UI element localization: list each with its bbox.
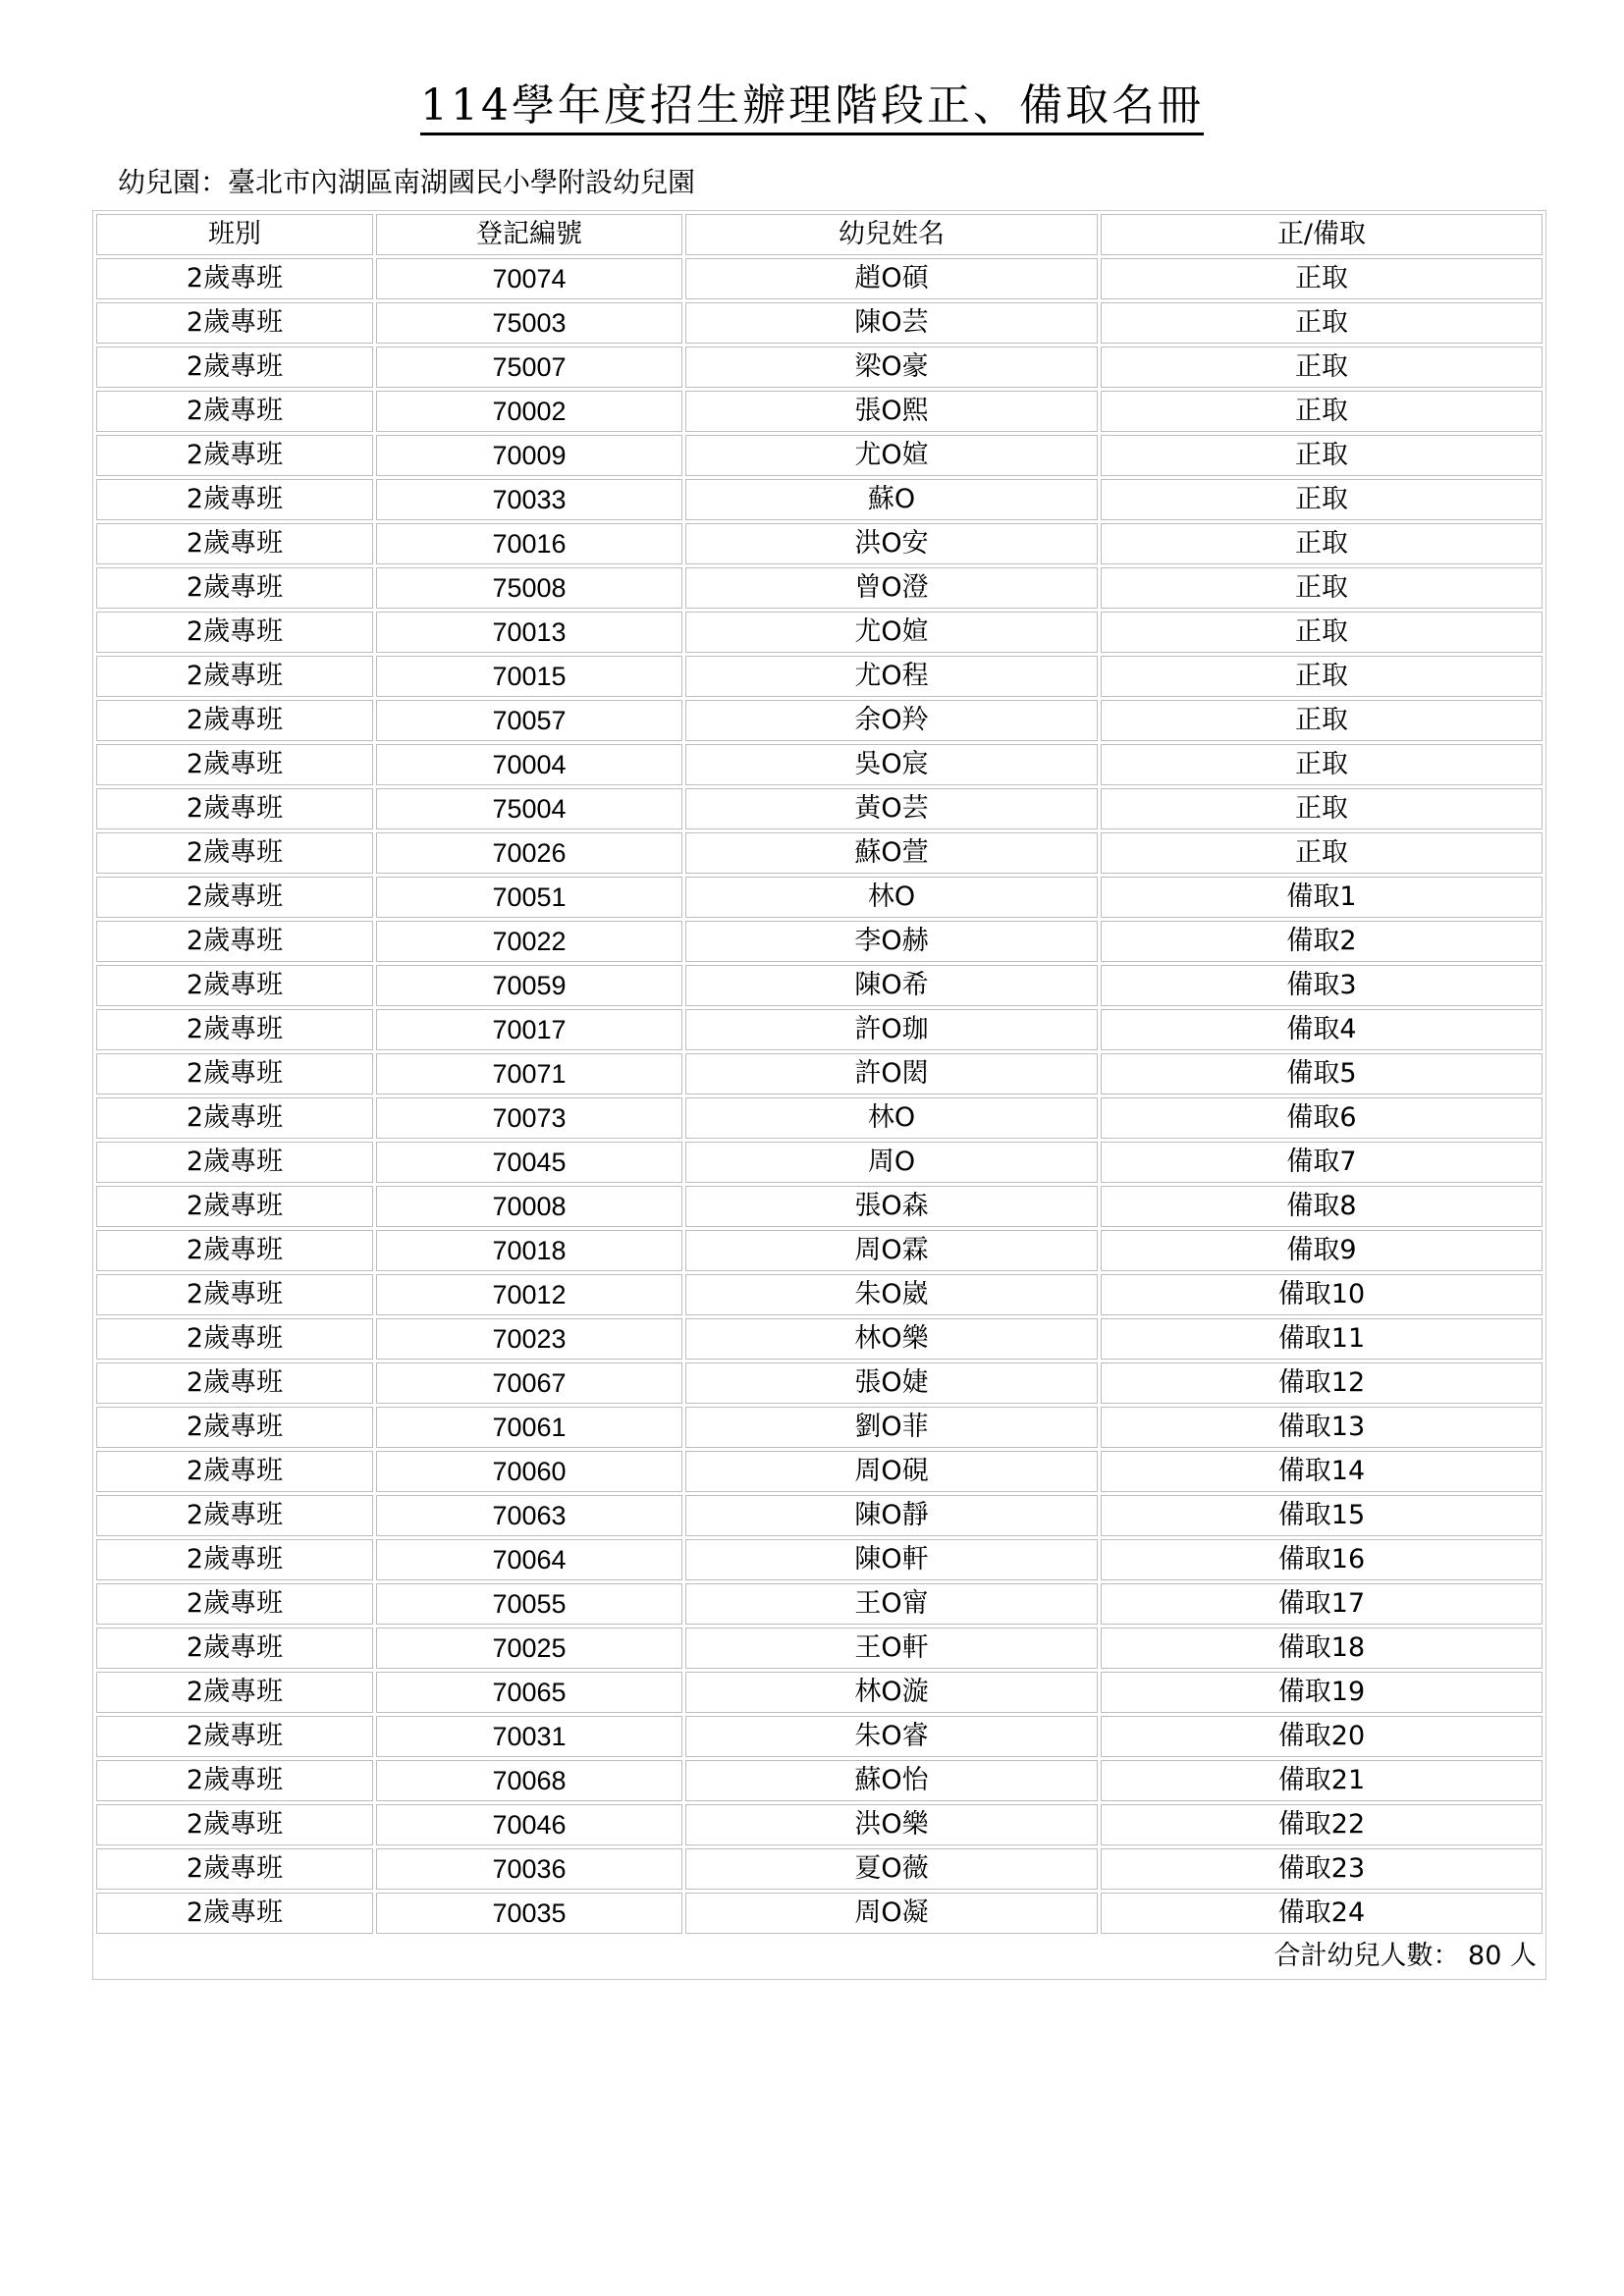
registration-number-cell: 70015 — [376, 656, 682, 697]
header-class: 班別 — [96, 214, 373, 255]
child-name-cell: 梁O豪 — [685, 347, 1098, 388]
child-name-cell: 吳O宸 — [685, 744, 1098, 785]
class-cell: 2歲專班 — [96, 1495, 373, 1536]
kindergarten-name: 幼兒園：臺北市內湖區南湖國民小學附設幼兒園 — [118, 166, 696, 198]
table-row — [96, 1893, 1543, 1934]
registration-number-cell: 70035 — [376, 1893, 682, 1934]
registration-number-cell: 70074 — [376, 258, 682, 299]
child-name-cell: 陳O靜 — [685, 1495, 1098, 1536]
table-row — [96, 921, 1543, 962]
child-name-cell: 洪O樂 — [685, 1804, 1098, 1845]
roster-table — [92, 210, 1546, 1980]
child-name-cell: 周O霖 — [685, 1230, 1098, 1271]
admission-status-cell: 備取5 — [1101, 1053, 1543, 1095]
class-cell: 2歲專班 — [96, 1009, 373, 1050]
table-row — [96, 965, 1543, 1006]
class-cell: 2歲專班 — [96, 1053, 373, 1095]
class-cell: 2歲專班 — [96, 258, 373, 299]
registration-number-cell: 70067 — [376, 1362, 682, 1404]
registration-number-cell: 70064 — [376, 1539, 682, 1580]
table-row — [96, 435, 1543, 476]
admission-status-cell: 備取21 — [1101, 1760, 1543, 1801]
admission-status-cell: 正取 — [1101, 258, 1543, 299]
class-cell: 2歲專班 — [96, 347, 373, 388]
child-name-cell: 劉O菲 — [685, 1407, 1098, 1448]
child-name-cell: 蘇O怡 — [685, 1760, 1098, 1801]
admission-status-cell: 備取15 — [1101, 1495, 1543, 1536]
class-cell: 2歲專班 — [96, 1848, 373, 1890]
registration-number-cell: 70012 — [376, 1274, 682, 1315]
child-name-cell: 蘇O — [685, 479, 1098, 520]
class-cell: 2歲專班 — [96, 1539, 373, 1580]
registration-number-cell: 70026 — [376, 832, 682, 874]
class-cell: 2歲專班 — [96, 1628, 373, 1669]
child-name-cell: 蘇O萱 — [685, 832, 1098, 874]
admission-status-cell: 備取14 — [1101, 1451, 1543, 1492]
admission-status-cell: 備取7 — [1101, 1142, 1543, 1183]
child-name-cell: 林O漩 — [685, 1672, 1098, 1713]
admission-status-cell: 備取9 — [1101, 1230, 1543, 1271]
table-row — [96, 258, 1543, 299]
class-cell: 2歲專班 — [96, 921, 373, 962]
child-name-cell: 朱O睿 — [685, 1716, 1098, 1757]
table-row — [96, 1318, 1543, 1360]
child-name-cell: 周O硯 — [685, 1451, 1098, 1492]
class-cell: 2歲專班 — [96, 1716, 373, 1757]
class-cell: 2歲專班 — [96, 1274, 373, 1315]
class-cell: 2歲專班 — [96, 1760, 373, 1801]
class-cell: 2歲專班 — [96, 1318, 373, 1360]
child-name-cell: 陳O希 — [685, 965, 1098, 1006]
registration-number-cell: 70063 — [376, 1495, 682, 1536]
class-cell: 2歲專班 — [96, 1186, 373, 1227]
registration-number-cell: 70061 — [376, 1407, 682, 1448]
table-row — [96, 1716, 1543, 1757]
admission-status-cell: 正取 — [1101, 567, 1543, 609]
registration-number-cell: 70018 — [376, 1230, 682, 1271]
registration-number-cell: 75004 — [376, 788, 682, 829]
table-row — [96, 1097, 1543, 1139]
table-row — [96, 1848, 1543, 1890]
child-name-cell: 尤O程 — [685, 656, 1098, 697]
table-row — [96, 1053, 1543, 1095]
admission-status-cell: 備取24 — [1101, 1893, 1543, 1934]
header-row — [96, 214, 1543, 255]
class-cell: 2歲專班 — [96, 1230, 373, 1271]
child-name-cell: 王O軒 — [685, 1628, 1098, 1669]
class-cell: 2歲專班 — [96, 1142, 373, 1183]
table-row — [96, 877, 1543, 918]
admission-status-cell: 備取13 — [1101, 1407, 1543, 1448]
registration-number-cell: 70025 — [376, 1628, 682, 1669]
table-row — [96, 1142, 1543, 1183]
child-name-cell: 洪O安 — [685, 523, 1098, 564]
registration-number-cell: 70008 — [376, 1186, 682, 1227]
child-name-cell: 許O閎 — [685, 1053, 1098, 1095]
table-row — [96, 1186, 1543, 1227]
table-row — [96, 1362, 1543, 1404]
child-name-cell: 夏O薇 — [685, 1848, 1098, 1890]
admission-status-cell: 備取8 — [1101, 1186, 1543, 1227]
child-name-cell: 許O珈 — [685, 1009, 1098, 1050]
table-row — [96, 302, 1543, 344]
admission-status-cell: 備取10 — [1101, 1274, 1543, 1315]
table-row — [96, 1804, 1543, 1845]
registration-number-cell: 70017 — [376, 1009, 682, 1050]
admission-status-cell: 備取4 — [1101, 1009, 1543, 1050]
admission-status-cell: 備取12 — [1101, 1362, 1543, 1404]
child-name-cell: 黃O芸 — [685, 788, 1098, 829]
registration-number-cell: 70033 — [376, 479, 682, 520]
admission-status-cell: 正取 — [1101, 391, 1543, 432]
child-name-cell: 曾O澄 — [685, 567, 1098, 609]
class-cell: 2歲專班 — [96, 1583, 373, 1625]
class-cell: 2歲專班 — [96, 479, 373, 520]
table-row — [96, 1407, 1543, 1448]
class-cell: 2歲專班 — [96, 567, 373, 609]
class-cell: 2歲專班 — [96, 656, 373, 697]
admission-status-cell: 備取16 — [1101, 1539, 1543, 1580]
admission-status-cell: 正取 — [1101, 656, 1543, 697]
table-row — [96, 1451, 1543, 1492]
table-row — [96, 1495, 1543, 1536]
admission-status-cell: 正取 — [1101, 612, 1543, 653]
child-name-cell: 林O — [685, 877, 1098, 918]
registration-number-cell: 70055 — [376, 1583, 682, 1625]
table-row — [96, 1539, 1543, 1580]
child-name-cell: 李O赫 — [685, 921, 1098, 962]
class-cell: 2歲專班 — [96, 1451, 373, 1492]
child-name-cell: 陳O芸 — [685, 302, 1098, 344]
class-cell: 2歲專班 — [96, 700, 373, 741]
registration-number-cell: 70059 — [376, 965, 682, 1006]
document-title — [0, 77, 1624, 135]
table-row — [96, 1583, 1543, 1625]
child-name-cell: 張O婕 — [685, 1362, 1098, 1404]
table-row — [96, 479, 1543, 520]
registration-number-cell: 70073 — [376, 1097, 682, 1139]
child-name-cell: 林O樂 — [685, 1318, 1098, 1360]
registration-number-cell: 70060 — [376, 1451, 682, 1492]
child-name-cell: 王O甯 — [685, 1583, 1098, 1625]
table-row — [96, 1274, 1543, 1315]
table-row — [96, 1230, 1543, 1271]
roster-body — [96, 258, 1543, 1934]
table-row — [96, 656, 1543, 697]
table-row — [96, 744, 1543, 785]
document-title-text: 114學年度招生辦理階段正、備取名冊 — [420, 80, 1204, 135]
child-name-cell: 趙O碩 — [685, 258, 1098, 299]
child-name-cell: 張O熙 — [685, 391, 1098, 432]
admission-status-cell: 備取19 — [1101, 1672, 1543, 1713]
registration-number-cell: 75008 — [376, 567, 682, 609]
class-cell: 2歲專班 — [96, 523, 373, 564]
admission-status-cell: 正取 — [1101, 523, 1543, 564]
table-row — [96, 700, 1543, 741]
class-cell: 2歲專班 — [96, 1672, 373, 1713]
admission-status-cell: 備取17 — [1101, 1583, 1543, 1625]
class-cell: 2歲專班 — [96, 877, 373, 918]
class-cell: 2歲專班 — [96, 1097, 373, 1139]
registration-number-cell: 75007 — [376, 347, 682, 388]
table-row — [96, 788, 1543, 829]
registration-number-cell: 70002 — [376, 391, 682, 432]
class-cell: 2歲專班 — [96, 435, 373, 476]
admission-status-cell: 正取 — [1101, 435, 1543, 476]
table-row — [96, 1628, 1543, 1669]
child-name-cell: 周O凝 — [685, 1893, 1098, 1934]
admission-status-cell: 正取 — [1101, 832, 1543, 874]
registration-number-cell: 70036 — [376, 1848, 682, 1890]
table-row — [96, 1009, 1543, 1050]
class-cell: 2歲專班 — [96, 391, 373, 432]
registration-number-cell: 70016 — [376, 523, 682, 564]
registration-number-cell: 70023 — [376, 1318, 682, 1360]
child-name-cell: 朱O崴 — [685, 1274, 1098, 1315]
admission-status-cell: 正取 — [1101, 744, 1543, 785]
total-row — [96, 1937, 1543, 1976]
registration-number-cell: 70068 — [376, 1760, 682, 1801]
registration-number-cell: 70057 — [376, 700, 682, 741]
class-cell: 2歲專班 — [96, 832, 373, 874]
registration-number-cell: 70013 — [376, 612, 682, 653]
header-child-name: 幼兒姓名 — [685, 214, 1098, 255]
admission-status-cell: 正取 — [1101, 347, 1543, 388]
admission-status-cell: 備取22 — [1101, 1804, 1543, 1845]
registration-number-cell: 70009 — [376, 435, 682, 476]
class-cell: 2歲專班 — [96, 1407, 373, 1448]
registration-number-cell: 70031 — [376, 1716, 682, 1757]
admission-status-cell: 正取 — [1101, 788, 1543, 829]
admission-status-cell: 正取 — [1101, 479, 1543, 520]
child-name-cell: 尤O媗 — [685, 612, 1098, 653]
table-row — [96, 612, 1543, 653]
class-cell: 2歲專班 — [96, 1804, 373, 1845]
admission-status-cell: 備取11 — [1101, 1318, 1543, 1360]
admission-status-cell: 備取6 — [1101, 1097, 1543, 1139]
class-cell: 2歲專班 — [96, 612, 373, 653]
child-name-cell: 陳O軒 — [685, 1539, 1098, 1580]
class-cell: 2歲專班 — [96, 302, 373, 344]
admission-status-cell: 備取2 — [1101, 921, 1543, 962]
table-row — [96, 1672, 1543, 1713]
child-name-cell: 余O羚 — [685, 700, 1098, 741]
table-row — [96, 347, 1543, 388]
class-cell: 2歲專班 — [96, 965, 373, 1006]
child-name-cell: 林O — [685, 1097, 1098, 1139]
table-row — [96, 523, 1543, 564]
admission-status-cell: 備取18 — [1101, 1628, 1543, 1669]
table-row — [96, 391, 1543, 432]
registration-number-cell: 70051 — [376, 877, 682, 918]
table-row — [96, 1760, 1543, 1801]
class-cell: 2歲專班 — [96, 1362, 373, 1404]
registration-number-cell: 70045 — [376, 1142, 682, 1183]
table-row — [96, 832, 1543, 874]
admission-status-cell: 正取 — [1101, 302, 1543, 344]
admission-status-cell: 備取20 — [1101, 1716, 1543, 1757]
registration-number-cell: 70022 — [376, 921, 682, 962]
table-row — [96, 567, 1543, 609]
admission-status-cell: 備取1 — [1101, 877, 1543, 918]
registration-number-cell: 75003 — [376, 302, 682, 344]
registration-number-cell: 70004 — [376, 744, 682, 785]
header-registration-number: 登記編號 — [376, 214, 682, 255]
registration-number-cell: 70046 — [376, 1804, 682, 1845]
admission-status-cell: 備取3 — [1101, 965, 1543, 1006]
class-cell: 2歲專班 — [96, 744, 373, 785]
registration-number-cell: 70065 — [376, 1672, 682, 1713]
admission-status-cell: 備取23 — [1101, 1848, 1543, 1890]
registration-number-cell: 70071 — [376, 1053, 682, 1095]
class-cell: 2歲專班 — [96, 1893, 373, 1934]
class-cell: 2歲專班 — [96, 788, 373, 829]
total-count: 合計幼兒人數： 80 人 — [1273, 1941, 1537, 1971]
header-admission-status: 正/備取 — [1101, 214, 1543, 255]
child-name-cell: 周O — [685, 1142, 1098, 1183]
child-name-cell: 張O森 — [685, 1186, 1098, 1227]
child-name-cell: 尤O媗 — [685, 435, 1098, 476]
admission-status-cell: 正取 — [1101, 700, 1543, 741]
